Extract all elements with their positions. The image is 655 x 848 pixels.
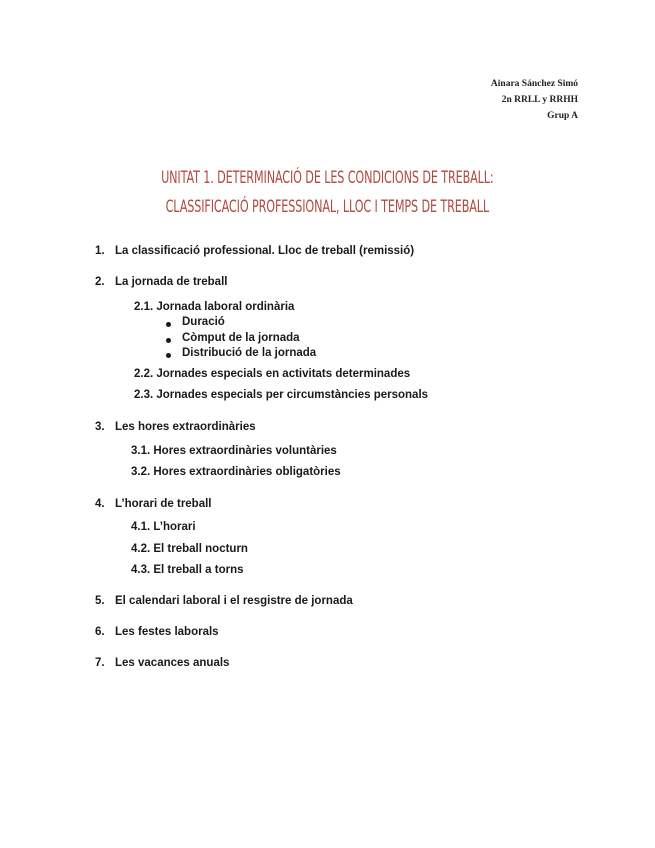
toc-item-4-2: 4.2. El treball nocturn <box>131 543 248 555</box>
toc-item-6 <box>95 626 219 638</box>
toc-item-7-label: Les vacances anuals <box>115 657 230 669</box>
toc-item-6-number: 6. <box>95 626 105 638</box>
document-title <box>111 164 543 222</box>
bullet-icon <box>166 338 171 343</box>
toc-item-2-2: 2.2. Jornades especials en activitats determinades <box>134 368 411 380</box>
toc-item-4-3: 4.3. El treball a torns <box>131 564 244 576</box>
toc-item-2-label: La jornada de treball <box>115 276 228 288</box>
toc-item-3 <box>95 421 256 433</box>
toc-item-4-1: 4.1. L’horari <box>131 521 196 533</box>
group-name: Grup A <box>547 111 578 121</box>
toc-item-4 <box>95 498 212 510</box>
toc-bullet-distribucio: Distribució de la jornada <box>182 347 317 359</box>
title-line-1: UNITAT 1. DETERMINACIÓ DE LES CONDICIONS DE TREBALL: <box>161 168 494 188</box>
toc-item-5 <box>95 595 353 607</box>
bullet-icon <box>166 322 171 327</box>
toc-item-3-2: 3.2. Hores extraordinàries obligatòries <box>131 466 341 478</box>
toc-item-5-number: 5. <box>95 595 105 607</box>
toc-item-4-label: L’horari de treball <box>115 498 212 510</box>
course-name: 2n RRLL y RRHH <box>501 95 578 105</box>
toc-item-3-label: Les hores extraordinàries <box>115 421 256 433</box>
toc-item-7-number: 7. <box>95 657 105 669</box>
toc-item-3-number: 3. <box>95 421 105 433</box>
toc-item-6-label: Les festes laborals <box>115 626 219 638</box>
toc-item-2-1: 2.1. Jornada laboral ordinària <box>134 301 295 313</box>
toc-item-2-3: 2.3. Jornades especials per circumstàncies personals <box>134 389 429 401</box>
title-line-2: CLASSIFICACIÓ PROFESSIONAL, LLOC I TEMPS DE TREBALL <box>165 197 490 217</box>
toc-item-7 <box>95 657 229 669</box>
author-header <box>491 76 578 124</box>
toc-item-1-label: La classificació professional. Lloc de treball (remissió) <box>115 245 415 257</box>
toc-item-1 <box>95 245 414 257</box>
author-name: Ainara Sánchez Simó <box>490 79 578 89</box>
toc-item-4-number: 4. <box>95 498 105 510</box>
toc-bullet-comput: Còmput de la jornada <box>182 332 300 344</box>
toc-bullet-duracio: Duració <box>182 316 225 328</box>
toc-item-3-1: 3.1. Hores extraordinàries voluntàries <box>131 445 337 457</box>
bullet-icon <box>166 353 171 358</box>
toc-item-1-number: 1. <box>95 245 105 257</box>
toc-item-5-label: El calendari laboral i el resgistre de jornada <box>115 595 353 607</box>
toc-item-2-number: 2. <box>95 276 105 288</box>
toc-item-2 <box>95 276 227 288</box>
